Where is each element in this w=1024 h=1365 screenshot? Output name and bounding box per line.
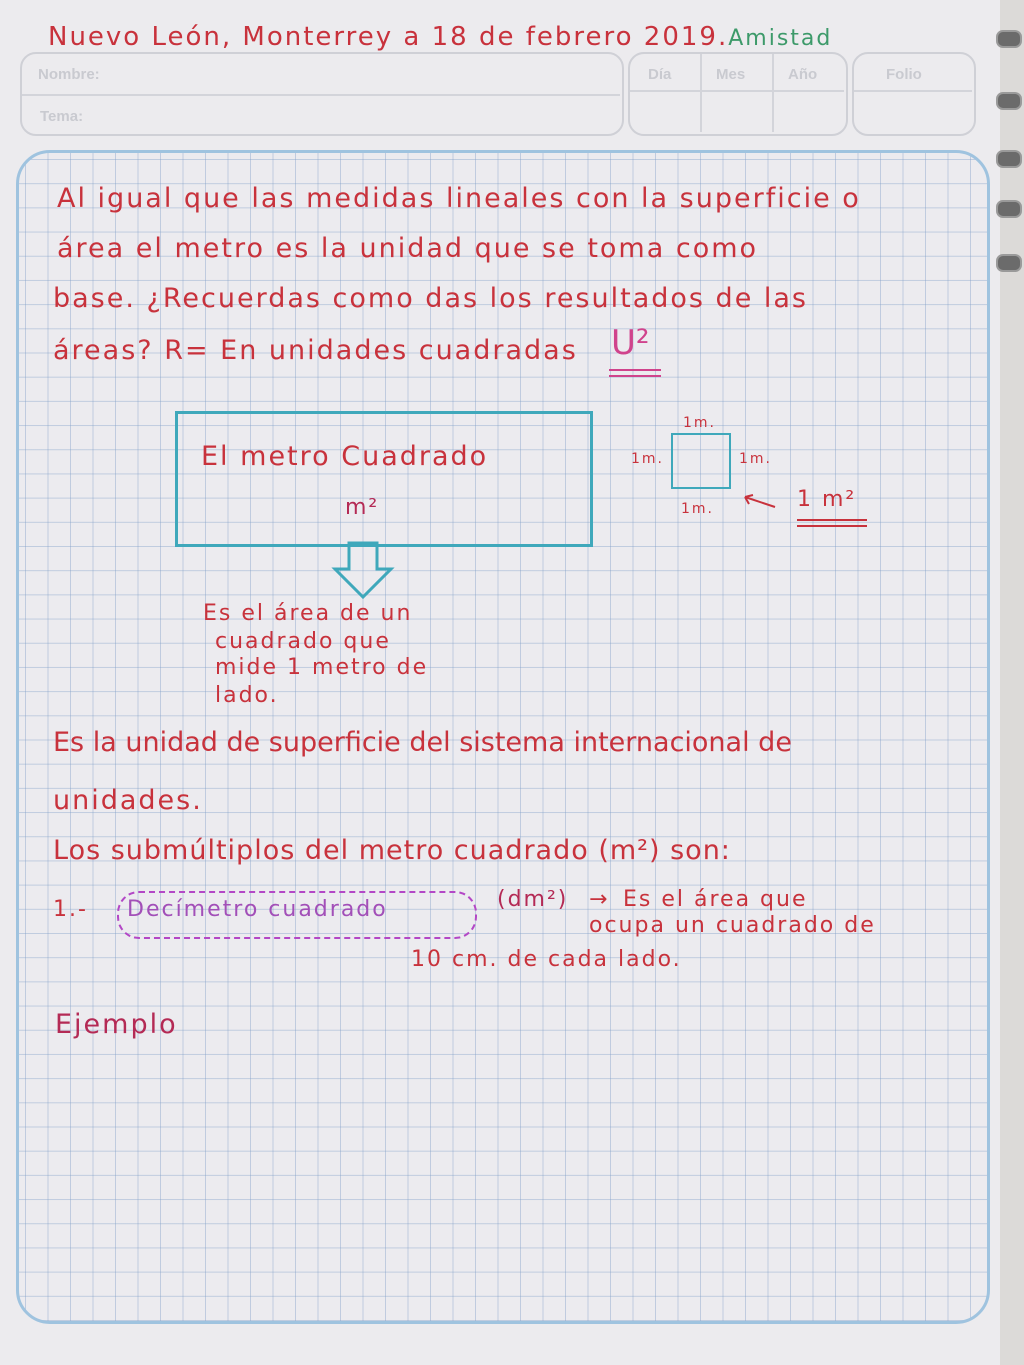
item-def-line-1: Es el área que — [623, 887, 808, 912]
folio-box — [852, 52, 976, 136]
square-label-top: 1m. — [683, 415, 716, 431]
spiral-ring-icon — [996, 200, 1022, 218]
grid-paper — [16, 150, 990, 1324]
u2-underline-2 — [609, 375, 661, 377]
definition-line-1: Es el área de un — [203, 601, 413, 626]
date-fields-divider — [630, 90, 844, 92]
u2-underline-1 — [609, 369, 661, 371]
square-label-left: 1m. — [631, 451, 664, 467]
down-arrow-icon — [331, 541, 395, 601]
square-result: 1 m² — [797, 487, 857, 512]
result-underline-2 — [797, 525, 867, 527]
item-name: Decímetro cuadrado — [127, 897, 388, 922]
folio-label: Folio — [886, 66, 922, 83]
example-label: Ejemplo — [55, 1009, 178, 1040]
item-def-line-2: ocupa un cuadrado de — [589, 913, 876, 938]
value-word: Amistad — [728, 26, 833, 51]
spiral-ring-icon — [996, 150, 1022, 168]
folio-divider — [854, 90, 972, 92]
item-arrow: → — [589, 887, 610, 912]
definition-line-2: cuadrado que — [215, 629, 391, 654]
item-symbol: (dm²) — [497, 887, 569, 912]
square-label-bottom: 1m. — [681, 501, 714, 517]
date-text: Nuevo León, Monterrey a 18 de febrero 2019. — [48, 22, 729, 52]
result-arrow-icon — [741, 493, 777, 513]
result-underline-1 — [797, 519, 867, 521]
date-fields-box — [628, 52, 848, 136]
item-def-line-3: 10 cm. de cada lado. — [411, 947, 682, 972]
anio-label: Año — [788, 66, 818, 83]
spiral-ring-icon — [996, 30, 1022, 48]
submultiples-heading: Los submúltiplos del metro cuadrado (m²) son: — [53, 835, 731, 866]
definition-line-4: lado. — [215, 683, 279, 708]
intro-line-1: Al igual que las medidas lineales con la superficie o — [57, 183, 861, 214]
definition-line-3: mide 1 metro de — [215, 655, 429, 680]
si-line-1: Es la unidad de superficie del sistema internacional de — [53, 727, 792, 758]
spiral-ring-icon — [996, 92, 1022, 110]
mes-label: Mes — [716, 66, 746, 83]
square-label-right: 1m. — [739, 451, 772, 467]
spiral-ring-icon — [996, 254, 1022, 272]
item-number: 1.- — [53, 897, 88, 922]
dia-label: Día — [648, 66, 672, 83]
notebook-spiral — [1000, 0, 1024, 1365]
unit-square — [671, 433, 731, 489]
si-line-2: unidades. — [53, 785, 203, 816]
intro-line-4: áreas? R= En unidades cuadradas — [53, 335, 578, 366]
square-units-symbol: U² — [611, 323, 650, 363]
name-topic-divider — [22, 94, 620, 96]
date-vrule-1 — [700, 54, 702, 132]
box-title: El metro Cuadrado — [201, 441, 489, 472]
date-vrule-2 — [772, 54, 774, 132]
tema-label: Tema: — [40, 108, 84, 125]
intro-line-2: área el metro es la unidad que se toma como — [57, 233, 759, 264]
metro-cuadrado-box — [175, 411, 593, 547]
box-symbol: m² — [345, 495, 380, 520]
intro-line-3: base. ¿Recuerdas como das los resultados de las — [53, 283, 808, 314]
nombre-label: Nombre: — [38, 66, 100, 83]
